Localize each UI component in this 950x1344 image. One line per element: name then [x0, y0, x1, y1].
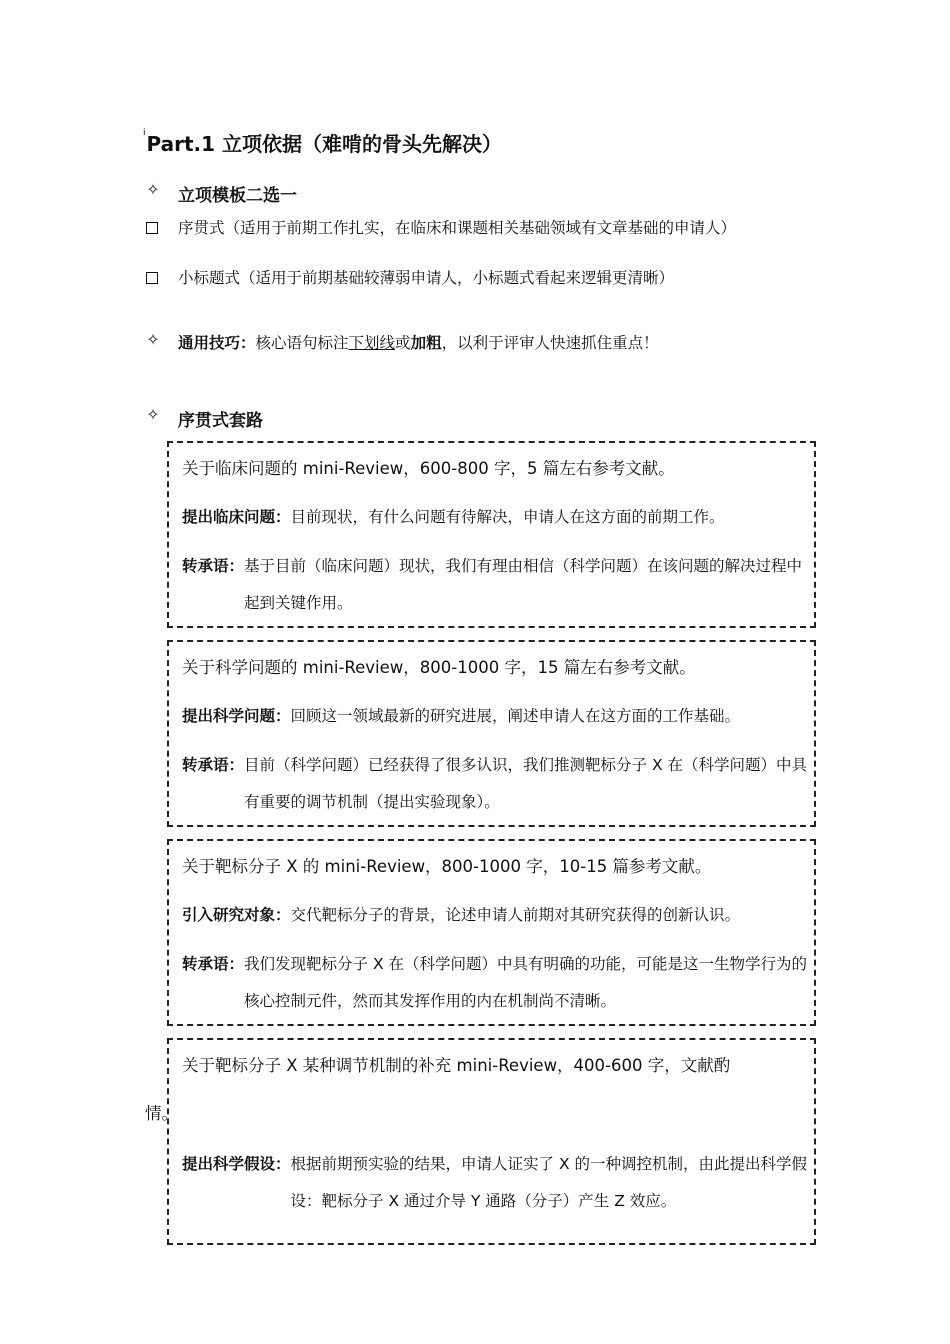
card-row: [182, 897, 814, 934]
row-label: 引入研究对象：: [182, 906, 291, 924]
review-card-scientific: [167, 640, 816, 827]
tip-mid: 或: [395, 334, 411, 352]
card-row: [182, 1146, 814, 1220]
card-row: [182, 698, 814, 735]
row-text: 目前（科学问题）已经获得了很多认识，我们推测靶标分子 X 在（科学问题）中具有重要的调节机制（提出实验现象）。: [244, 756, 807, 811]
row-text: 目前现状，有什么问题有待解决，申请人在这方面的前期工作。: [290, 508, 725, 526]
card-row: [182, 548, 814, 622]
row-label: 转承语：: [182, 756, 245, 774]
row-text: 交代靶标分子的背景，论述申请人前期对其研究获得的创新认识。: [290, 906, 741, 924]
tip-post: ，以利于评审人快速抓住重点！: [441, 334, 659, 352]
row-label: 转承语：: [182, 557, 245, 575]
card-intro: 关于靶标分子 X 的 mini-Review，800-1000 字，10-15 篇参考文献。: [182, 857, 712, 876]
section-template-title: 立项模板二选一: [178, 186, 297, 206]
review-card-mechanism: [167, 1038, 816, 1245]
card-intro: 关于靶标分子 X 某种调节机制的补充 mini-Review，400-600 字，文献酌: [182, 1056, 731, 1075]
tip-underline-word: 下划线: [348, 334, 396, 352]
card-row: [182, 499, 814, 536]
heading-title: Part.1 立项依据（难啃的骨头先解决）: [146, 132, 503, 156]
general-tip: [178, 331, 659, 353]
diamond-bullet-icon: ✧: [146, 405, 160, 424]
row-text: 根据前期预实验的结果，申请人证实了 X 的一种调控机制，由此提出科学假设：靶标分子 X 通过介导 Y 通路（分子）产生 Z 效应。: [290, 1155, 807, 1210]
checkbox-icon: [146, 222, 158, 234]
card-intro-overflow: 情。: [145, 1104, 178, 1123]
tip-bold-word: 加粗: [410, 334, 442, 352]
tip-label: 通用技巧：: [178, 334, 256, 352]
row-text: 我们发现靶标分子 X 在（科学问题）中具有明确的功能，可能是这一生物学行为的核心控制元件，然而其发挥作用的内在机制尚不清晰。: [244, 955, 807, 1010]
row-text: 基于目前（临床问题）现状，我们有理由相信（科学问题）在该问题的解决过程中起到关键作用。: [244, 557, 803, 612]
row-label: 提出科学问题：: [182, 707, 291, 725]
diamond-bullet-icon: ✧: [146, 330, 160, 349]
row-text: 回顾这一领域最新的研究进展，阐述申请人在这方面的工作基础。: [290, 707, 741, 725]
row-label: 转承语：: [182, 955, 245, 973]
card-row: [182, 946, 814, 1020]
section-sequential-title: 序贯式套路: [178, 411, 263, 431]
tip-pre: 核心语句标注: [255, 334, 349, 352]
review-card-clinical: [167, 441, 816, 628]
page-heading: [143, 128, 502, 157]
heading-marker: i: [143, 128, 146, 138]
option-sequential: 序贯式（适用于前期工作扎实，在临床和课题相关基础领域有文章基础的申请人）: [178, 219, 737, 237]
row-label: 提出临床问题：: [182, 508, 291, 526]
diamond-bullet-icon: ✧: [146, 180, 160, 199]
card-intro: 关于临床问题的 mini-Review，600-800 字，5 篇左右参考文献。: [182, 459, 675, 478]
card-row: [182, 747, 814, 821]
card-intro: 关于科学问题的 mini-Review，800-1000 字，15 篇左右参考文献。: [182, 658, 696, 677]
checkbox-icon: [146, 272, 158, 284]
option-subtitle: 小标题式（适用于前期基础较薄弱申请人，小标题式看起来逻辑更清晰）: [178, 269, 675, 287]
review-card-target: [167, 839, 816, 1026]
row-label: 提出科学假设：: [182, 1155, 291, 1173]
